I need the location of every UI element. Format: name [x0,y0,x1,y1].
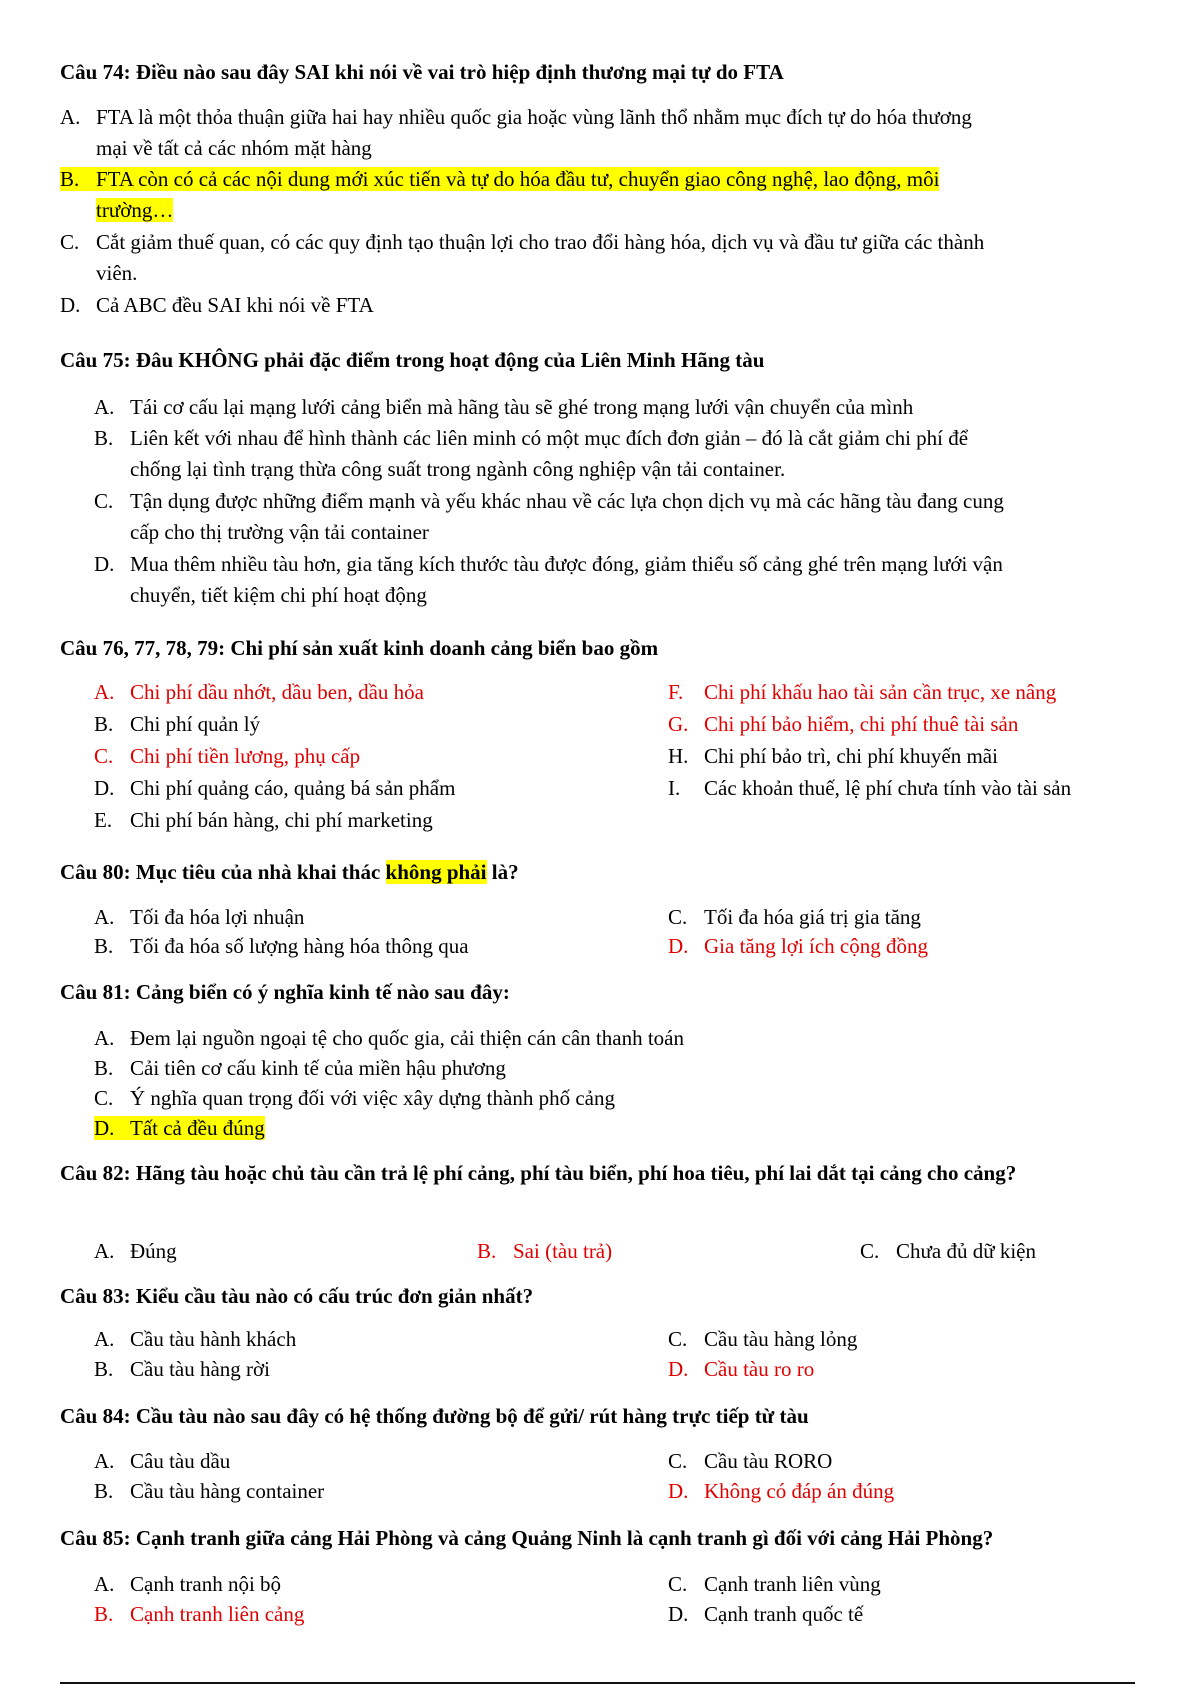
q76-option-f: F. Chi phí khấu hao tài sản cần trục, xe nâng [668,680,1057,704]
q75-option-d-cont: chuyển, tiết kiệm chi phí hoạt động [130,583,427,607]
q83-option-c: C. Cầu tàu hàng lỏng [668,1327,858,1351]
q84-option-b: B. Cầu tàu hàng container [94,1479,325,1503]
q76-option-d: D. Chi phí quảng cáo, quảng bá sản phẩm [94,776,456,800]
q85-option-a: A. Cạnh tranh nội bộ [94,1572,282,1596]
q84-option-d: D. Không có đáp án đúng [668,1479,895,1503]
q74-option-c-cont: viên. [96,261,138,285]
page-bottom-rule [60,1682,1135,1684]
q81-option-a: A. Đem lại nguồn ngoại tệ cho quốc gia, cải thiện cán cân thanh toán [94,1026,684,1050]
q82-option-c: C. Chưa đủ dữ kiện [860,1239,1036,1263]
q84-option-a: A. Câu tàu dầu [94,1449,231,1473]
q75-option-b: B. Liên kết với nhau để hình thành các liên minh có một mục đích đơn giản – đó là cắt giảm chi phí để [94,426,969,450]
q76-option-b: B. Chi phí quản lý [94,712,261,736]
q80-title-highlight: không phải [385,860,487,884]
q81-option-b: B. Cải tiên cơ cấu kinh tế của miền hậu phương [94,1056,506,1080]
q75-option-c: C. Tận dụng được những điểm mạnh và yếu khác nhau về các lựa chọn dịch vụ mà các hãng tàu đang cung [94,489,1004,513]
q76-option-h: H. Chi phí bảo trì, chi phí khuyến mãi [668,744,998,768]
q75-option-a: A. Tái cơ cấu lại mạng lưới cảng biển mà hãng tàu sẽ ghé trong mạng lưới vận chuyển của mình [94,395,914,419]
q75-title: Câu 75: Đâu KHÔNG phải đặc điểm trong hoạt động của Liên Minh Hãng tàu [60,348,765,372]
q83-option-d: D. Cầu tàu ro ro [668,1357,815,1381]
q76-option-a: A. Chi phí dầu nhớt, dầu ben, dầu hỏa [94,680,424,704]
q83-title: Câu 83: Kiểu cầu tàu nào có cấu trúc đơn giản nhất? [60,1284,534,1308]
q81-title: Câu 81: Cảng biển có ý nghĩa kinh tế nào sau đây: [60,980,510,1004]
q74-option-a-cont: mại về tất cả các nhóm mặt hàng [96,136,372,160]
q75-option-b-cont: chống lại tình trạng thừa công suất trong ngành công nghiệp vận tải container. [130,457,786,481]
q80-option-a: A. Tối đa hóa lợi nhuận [94,905,305,929]
q82-option-a: A. Đúng [94,1239,177,1263]
q85-option-b: B. Cạnh tranh liên cảng [94,1602,305,1626]
q85-title: Câu 85: Cạnh tranh giữa cảng Hải Phòng và cảng Quảng Ninh là cạnh tranh gì đối với cảng Hải Phòng? [60,1526,994,1550]
q83-option-a: A. Cầu tàu hành khách [94,1327,297,1351]
q76-title: Câu 76, 77, 78, 79: Chi phí sản xuất kinh doanh cảng biển bao gồm [60,636,659,660]
q75-option-d: D. Mua thêm nhiều tàu hơn, gia tăng kích thước tàu được đóng, giảm thiểu số cảng ghé trên mạng lưới vận [94,552,1003,576]
q75-option-c-cont: cấp cho thị trường vận tải container [130,520,429,544]
q76-option-g: G. Chi phí bảo hiểm, chi phí thuê tài sản [668,712,1019,736]
q85-option-c: C. Cạnh tranh liên vùng [668,1572,881,1596]
q83-option-b: B. Cầu tàu hàng rời [94,1357,270,1381]
q74-title: Câu 74: Điều nào sau đây SAI khi nói về vai trò hiệp định thương mại tự do FTA [60,60,784,84]
q81-option-d: D. Tất cả đều đúng [94,1116,265,1140]
q81-option-c: C. Ý nghĩa quan trọng đối với việc xây dựng thành phố cảng [94,1086,615,1110]
q82-option-b: B. Sai (tàu trả) [477,1239,613,1263]
q80-option-d: D. Gia tăng lợi ích cộng đồng [668,934,928,958]
q74-option-c: C. Cắt giảm thuế quan, có các quy định tạo thuận lợi cho trao đổi hàng hóa, dịch vụ và đầu tư giữa các thành [60,230,985,254]
q80-title: Câu 80: Mục tiêu của nhà khai thác không phải là? [60,860,519,884]
q74-option-b: B. FTA còn có cả các nội dung mới xúc tiến và tự do hóa đầu tư, chuyển giao công nghệ, lao động, môi [60,167,940,191]
q74-option-d: D. Cả ABC đều SAI khi nói về FTA [60,293,374,317]
q82-title: Câu 82: Hãng tàu hoặc chủ tàu cần trả lệ phí cảng, phí tàu biển, phí hoa tiêu, phí lai dắt tại cảng cho cảng? [60,1161,1017,1185]
q84-title: Câu 84: Cầu tàu nào sau đây có hệ thống đường bộ để gửi/ rút hàng trực tiếp từ tàu [60,1404,809,1428]
q74-option-b-cont: trường… [96,198,174,222]
q74-option-a: A. FTA là một thỏa thuận giữa hai hay nhiều quốc gia hoặc vùng lãnh thổ nhằm mục đích tự do hóa thương [60,105,972,129]
q76-option-c: C. Chi phí tiền lương, phụ cấp [94,744,361,768]
q80-option-b: B. Tối đa hóa số lượng hàng hóa thông qua [94,934,469,958]
q85-option-d: D. Cạnh tranh quốc tế [668,1602,864,1626]
q80-option-c: C. Tối đa hóa giá trị gia tăng [668,905,921,929]
q76-option-e: E. Chi phí bán hàng, chi phí marketing [94,808,433,832]
q76-option-i: I. Các khoản thuế, lệ phí chưa tính vào tài sản [668,776,1072,800]
q84-option-c: C. Cầu tàu RORO [668,1449,833,1473]
